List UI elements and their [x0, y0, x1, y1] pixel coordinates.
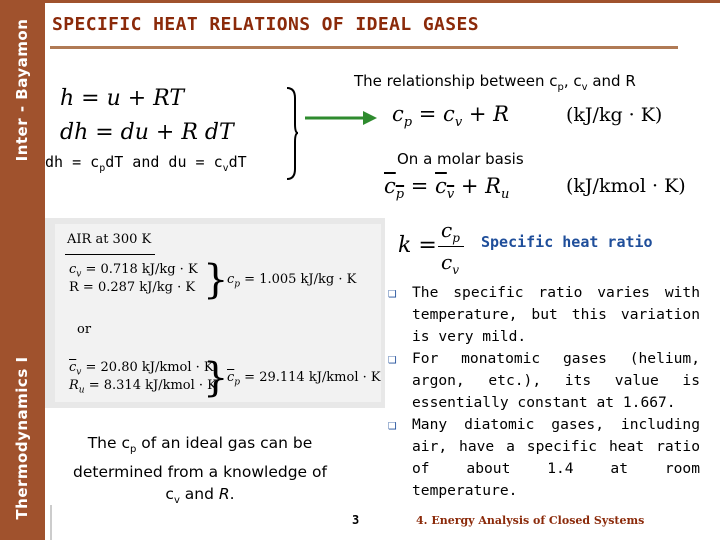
unit-molar-basis: (kJ/kmol · K)	[566, 175, 686, 197]
air-heading-rule	[65, 254, 155, 255]
unit-mass-basis: (kJ/kg · K)	[566, 104, 663, 126]
air-properties-card	[55, 224, 381, 402]
bullet-text: Many diatomic gases, including air, have a specific heat ratio of about 1.4 at room temperature.	[412, 416, 700, 499]
r-mass-value: R = 0.287 kJ/kg · K	[69, 280, 196, 295]
air-properties-panel	[45, 218, 385, 408]
equation-cp-mass: $c_p = c_v + R$	[392, 102, 509, 131]
k-symbol: k =	[398, 233, 437, 258]
k-denominator: $c_v$	[441, 250, 459, 277]
sidebar-institution-label: Inter - Bayamon	[13, 18, 31, 162]
air-heading: AIR at 300 K	[67, 232, 152, 247]
cp-caption	[48, 432, 352, 512]
equation-cp-molar: $c_p = c_v + R_u$	[384, 174, 510, 203]
molar-basis-label: On a molar basis	[397, 150, 524, 168]
sidebar-course-label: Thermodynamics I	[13, 356, 31, 520]
right-brace-icon	[285, 86, 299, 181]
caption-line-2: determined from a knowledge of	[73, 463, 327, 482]
sidebar-band	[0, 0, 45, 540]
cp-mass-value: $c_p = 1.005$ kJ/kg · K	[227, 272, 357, 290]
bullet-list	[388, 282, 700, 502]
bullet-item	[388, 348, 700, 414]
relationship-text: The relationship between $c_p$, $c_v$ and R	[354, 72, 636, 93]
checkbox-bullet-icon: ❑	[388, 417, 397, 433]
or-label: or	[77, 322, 92, 337]
caption-line-3: $c_v$ and R.	[165, 485, 235, 507]
brace-molar-icon: }	[203, 355, 229, 401]
bullet-text: The specific ratio varies with temperature, but this variation is very mild.	[412, 284, 700, 345]
caption-line-1: The $c_p$ of an ideal gas can be	[87, 434, 313, 456]
equation-dh-du: dh = $c_pdT$ and du = $c_vdT$	[45, 153, 247, 174]
k-fraction-line	[438, 246, 464, 247]
equation-enthalpy-differential: dh = du + R dT	[60, 120, 234, 145]
checkbox-bullet-icon: ❑	[388, 351, 397, 367]
r-molar-value: $R_u = 8.314$ kJ/kmol · K	[69, 378, 217, 396]
page-number: 3	[352, 513, 360, 527]
bullet-item	[388, 414, 700, 502]
specific-heat-ratio-label: Specific heat ratio	[481, 233, 653, 251]
top-rule	[45, 0, 720, 3]
footer-divider	[50, 505, 52, 540]
brace-mass-icon: }	[203, 257, 229, 303]
chapter-title: 4. Energy Analysis of Closed Systems	[416, 514, 645, 527]
bullet-item	[388, 282, 700, 348]
k-numerator: $c_p$	[441, 218, 460, 245]
checkbox-bullet-icon: ❑	[388, 285, 397, 301]
cp-molar-value: $\overline{c}_p = 29.114$ kJ/kmol · K	[227, 370, 381, 388]
bullet-text: For monatomic gases (helium, argon, etc.), its value is essentially constant at 1.667.	[412, 350, 700, 411]
arrow-right-icon	[305, 108, 377, 128]
cv-molar-value: $\overline{c}_v = 20.80$ kJ/kmol · K	[69, 360, 214, 378]
cv-mass-value: $c_v = 0.718$ kJ/kg · K	[69, 262, 198, 280]
equation-enthalpy: h = u + RT	[60, 86, 185, 111]
slide-title: SPECIFIC HEAT RELATIONS OF IDEAL GASES	[52, 14, 480, 35]
title-underline	[50, 46, 678, 49]
